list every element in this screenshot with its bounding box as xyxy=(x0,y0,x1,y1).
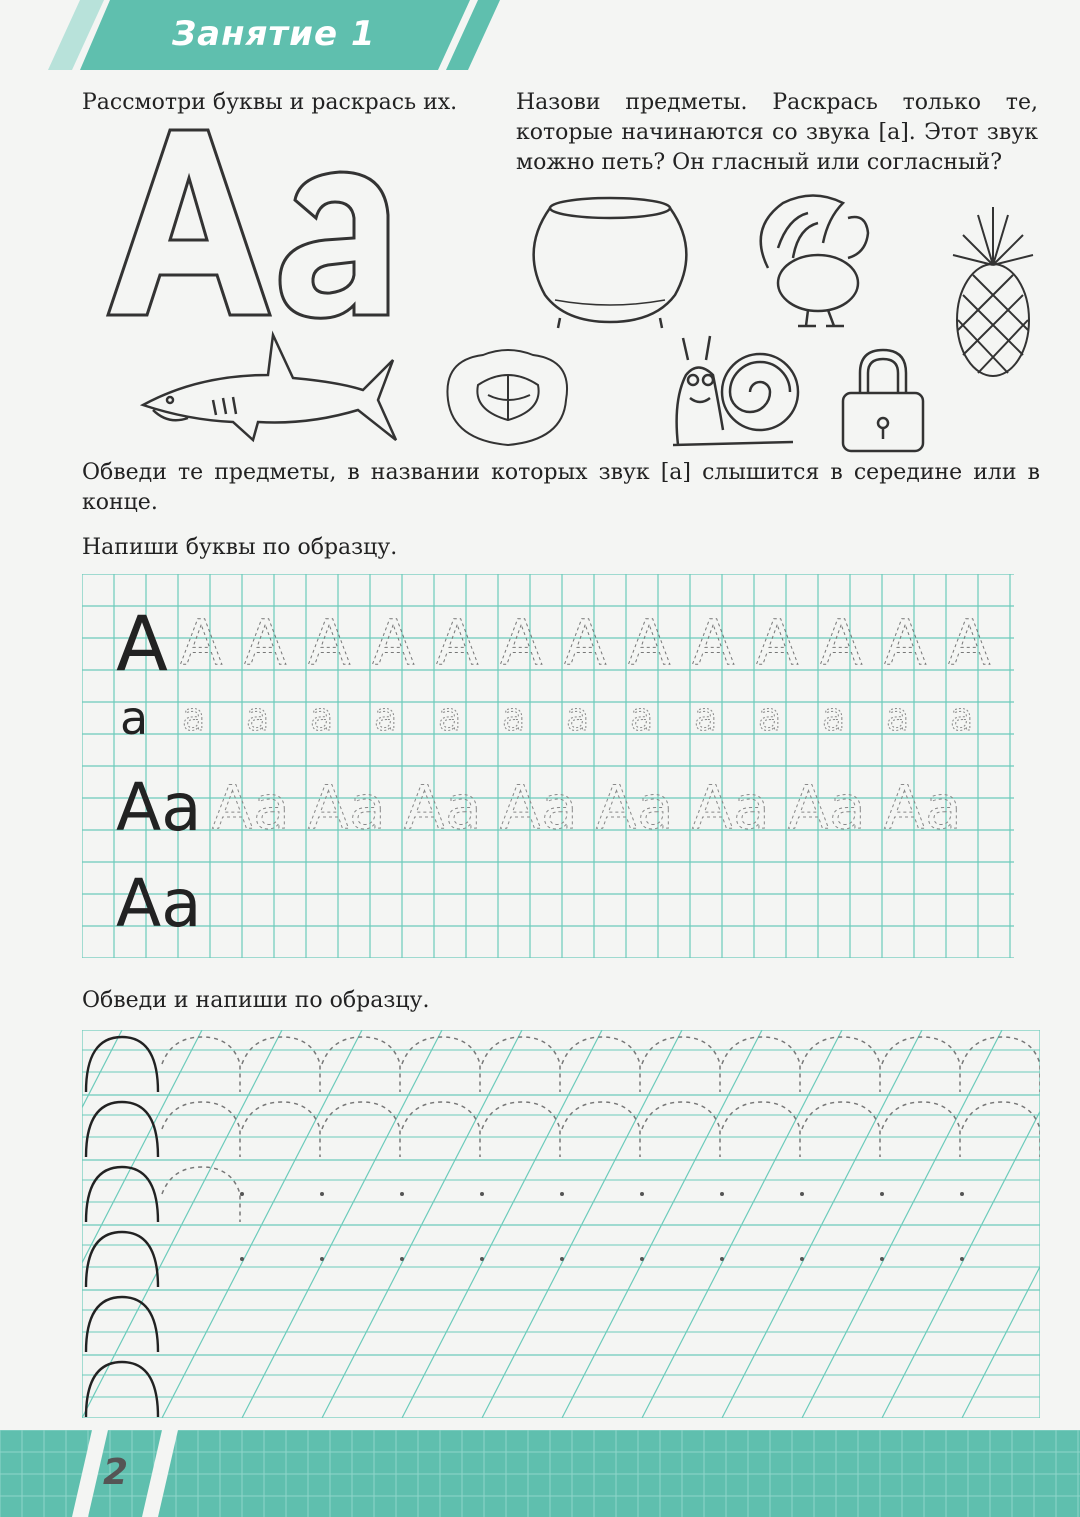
sample-arc xyxy=(86,1232,158,1287)
dotted-pair-Aa: Aa xyxy=(308,773,386,843)
start-dot xyxy=(320,1257,324,1261)
start-dot xyxy=(720,1257,724,1261)
start-dot xyxy=(640,1192,644,1196)
start-dot xyxy=(240,1257,244,1261)
sample-upper-A: A xyxy=(116,599,168,688)
dotted-pair-Aa: Aa xyxy=(404,773,482,843)
dotted-lower-a: a xyxy=(502,695,526,739)
start-dot xyxy=(880,1257,884,1261)
start-dot xyxy=(960,1257,964,1261)
instruction-trace-write: Обведи и напиши по образцу. xyxy=(82,988,430,1013)
sample-pair-Aa: Aa xyxy=(116,769,202,846)
start-dot xyxy=(560,1257,564,1261)
dotted-pair-Aa: Aa xyxy=(596,773,674,843)
dotted-lower-a: a xyxy=(374,695,398,739)
dotted-upper-A: A xyxy=(564,606,607,679)
shark-icon xyxy=(138,330,398,450)
start-dot xyxy=(800,1192,804,1196)
dotted-upper-A: A xyxy=(756,606,799,679)
dotted-arc xyxy=(722,1102,800,1157)
dotted-arc xyxy=(642,1102,720,1157)
dotted-arc xyxy=(802,1102,880,1157)
sample-pair-Aa-2: Aa xyxy=(116,865,202,942)
start-dot xyxy=(480,1257,484,1261)
dotted-pair-Aa: Aa xyxy=(788,773,866,843)
dotted-lower-a: a xyxy=(822,695,846,739)
dotted-arc xyxy=(322,1102,400,1157)
dotted-upper-A: A xyxy=(308,606,351,679)
instruction-name-objects: Назови предметы. Раскрась только те, которые начинаются со звука [а]. Этот звук можно петь? Он гласный или согласный? xyxy=(516,90,1038,175)
start-dot xyxy=(960,1192,964,1196)
dotted-lower-a: a xyxy=(182,695,206,739)
dotted-lower-a: a xyxy=(630,695,654,739)
trace-writing-lines xyxy=(82,1030,1040,1418)
dotted-lower-a: a xyxy=(886,695,910,739)
start-dot xyxy=(880,1192,884,1196)
dotted-pair-Aa: Aa xyxy=(692,773,770,843)
start-dot xyxy=(800,1257,804,1261)
dotted-pair-Aa: Aa xyxy=(884,773,962,843)
start-dot xyxy=(560,1192,564,1196)
dotted-upper-A: A xyxy=(180,606,223,679)
cabbage-icon xyxy=(438,345,576,450)
dotted-upper-A: A xyxy=(692,606,735,679)
turkey-icon xyxy=(748,188,878,333)
dotted-upper-A: A xyxy=(500,606,543,679)
start-dot xyxy=(400,1257,404,1261)
start-dot xyxy=(720,1192,724,1196)
page-number: 2 xyxy=(103,1452,129,1493)
sample-arc xyxy=(86,1297,158,1352)
dotted-upper-A: A xyxy=(820,606,863,679)
dotted-arc xyxy=(162,1102,240,1157)
sample-arc xyxy=(86,1037,158,1092)
instruction-write-letters: Напиши буквы по образцу. xyxy=(82,535,398,560)
dotted-upper-A: A xyxy=(628,606,671,679)
instruction-look-color: Рассмотри буквы и раскрась их. xyxy=(82,90,458,115)
big-letters-Aa xyxy=(100,120,400,340)
dotted-pair-Aa: Aa xyxy=(500,773,578,843)
instruction-circle-objects: Обведи те предметы, в названии которых звук [а] слышится в середине или в конце. xyxy=(82,460,1040,515)
header-band xyxy=(0,0,1080,70)
pineapple-icon xyxy=(948,205,1038,380)
dotted-upper-A: A xyxy=(436,606,479,679)
start-dot xyxy=(640,1257,644,1261)
dotted-arc xyxy=(962,1102,1040,1157)
dotted-lower-a: a xyxy=(950,695,974,739)
dotted-upper-A: A xyxy=(884,606,927,679)
dotted-lower-a: a xyxy=(438,695,462,739)
sample-arc xyxy=(86,1102,158,1157)
fishbowl-icon xyxy=(520,190,700,330)
padlock-icon xyxy=(838,345,928,453)
dotted-arc xyxy=(242,1102,320,1157)
sample-lower-a: a xyxy=(120,691,149,745)
dotted-arc xyxy=(162,1167,240,1222)
start-dot xyxy=(240,1192,244,1196)
dotted-lower-a: a xyxy=(694,695,718,739)
dotted-arc xyxy=(482,1102,560,1157)
start-dot xyxy=(400,1192,404,1196)
dotted-upper-A: A xyxy=(244,606,287,679)
dotted-upper-A: A xyxy=(372,606,415,679)
dotted-pair-Aa: Aa xyxy=(212,773,290,843)
lesson-title: Занятие 1 xyxy=(172,14,376,54)
start-dot xyxy=(480,1192,484,1196)
footer-band xyxy=(0,1430,1080,1517)
letter-writing-grid xyxy=(82,574,1014,958)
dotted-lower-a: a xyxy=(246,695,270,739)
snail-icon xyxy=(668,330,800,450)
start-dot xyxy=(320,1192,324,1196)
dotted-arc xyxy=(562,1102,640,1157)
dotted-arc xyxy=(882,1102,960,1157)
dotted-arc xyxy=(402,1102,480,1157)
dotted-lower-a: a xyxy=(310,695,334,739)
dotted-upper-A: A xyxy=(948,606,991,679)
dotted-lower-a: a xyxy=(566,695,590,739)
sample-arc xyxy=(86,1167,158,1222)
dotted-lower-a: a xyxy=(758,695,782,739)
